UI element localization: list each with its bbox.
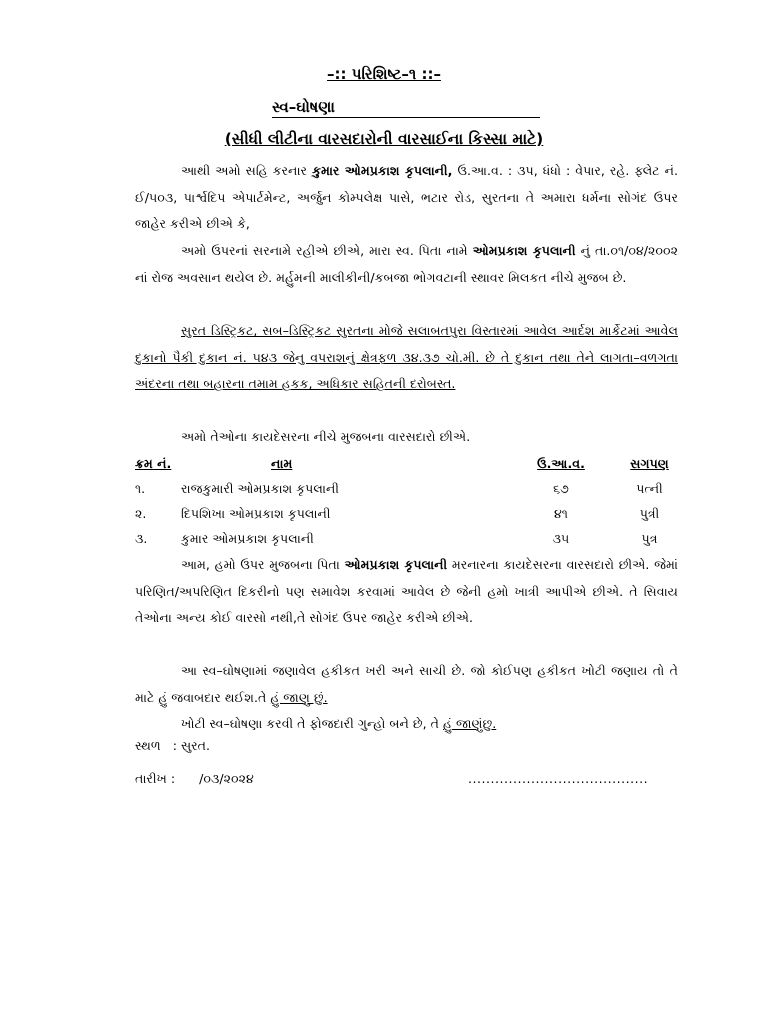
row-name: રાજકુમારી ઓમપ્રકાશ કૃપલાની [181,480,339,496]
warning-paragraph [135,711,678,738]
row-age: ૪૧ [554,505,568,521]
para1-text-1: આથી અમો સહિ કરનાર [181,163,313,178]
property-paragraph: સુરત ડિસ્ટ્રિકટ, સબ–ડિસ્ટ્રિકટ સુરતના મોજે સલાબતપુરા વિસ્તારમાં આવેલ આર્દશ માર્કેટમાં આવેલ દુકાનો પૈકી દુકાન નં. ૫૪૩ જેનુ વપરાશનું ક્ષેત્રફળ ૩૪.૩૭ ચો.મી. છે તે દુકાન તથા તેને લાગતા–વળગતા અંદરના તથા બહારના તમામ હકક, અધિકાર સહિતની દરોબસ્ત. [135,323,678,391]
document-heading: (સીધી લીટીના વારસદારોની વારસાઈના કિસ્સા માટે) [224,130,544,148]
header-relation: સગપણ [630,455,669,471]
para7-underlined: હું જાણુંછુ. [443,716,497,731]
row-name: કુમાર ઓમપ્રકાશ કૃપલાની [181,530,314,546]
para1-text-2: ઉ.આ.વ. : ૩પ, ધંધો : વેપાર, રહે. ફ્લેટ નં. ઈ/૫૦૩, પાર્શ્વદિપ એપાર્ટમેન્ટ, અર્જુન કોમ્પલેક્ષ પાસે, ભટાર રોડ, સુરતના તે અમારા ધર્મના સોગંદ ઉપર જાહેર કરીએ છીએ કે, [135,163,678,231]
row-name: દિપશિખા ઓમપ્રકાશ કૃપલાની [181,505,331,521]
table-row [135,526,678,551]
header-age: ઉ.આ.વ. [537,455,585,471]
declaration-paragraph [135,158,678,238]
table-header-row [135,451,678,476]
para2-text-2: નું તા.૦૧/૦૪/૨૦૦૨ નાં રોજ અવસાન થયેલ છે. મર્હુમની માલીકીની/કબજા ભોગવટાની સ્થાવર મિલકત નીચે મુજબ છે. [135,243,678,285]
date-line: તારીખ : /૦૩/૨૦૨૪ [135,771,254,786]
table-row [135,501,678,526]
row-serial: ૧. [135,480,146,496]
row-age: ૩૫ [552,530,570,546]
place-line: સ્થળ : સુરત. [135,738,211,753]
document-subtitle: સ્વ–ઘોષણા [272,98,335,116]
signature-line: ........................................ [468,771,649,786]
declarant-name: કુમાર ઓમપ્રકાશ કૃપલાની, [312,163,453,178]
para7-text-1: ખોટી સ્વ–ઘોષણા કરવી તે ફોજદારી ગુન્હો બને છે, તે [181,716,443,731]
para6-text-1: આ સ્વ–ઘોષણામાં જણાવેલ હકીકત ખરી અને સાચી છે. જો કોઈપણ હકીકત ખોટી જણાય તો તે માટે [135,663,678,705]
row-relation: પત્ની [636,480,663,496]
row-relation: પુત્રી [639,505,660,521]
row-age: ૬૭ [553,480,569,496]
para2-text-1: અમો ઉપરનાં સરનામે રહીએ છીએ, મારા સ્વ. પિતા નામે [181,243,473,258]
death-paragraph [135,238,678,291]
heirs-intro: અમો તેઓના કાયદેસરના નીચે મુજબના વારસદારો છીએ. [181,429,471,444]
para6-underlined-1: હું [158,689,168,705]
table-row [135,476,678,501]
deceased-name: ઓમપ્રકાશ કૃપલાની [472,243,576,258]
header-name: નામ [271,455,293,471]
subtitle-underline [272,117,540,118]
heirs-declaration-paragraph [135,552,678,632]
truth-paragraph [135,658,678,711]
row-serial: ૨. [135,505,147,521]
row-serial: ૩. [135,530,148,546]
para6-underlined-2: હું જાણુ છું. [270,689,328,705]
document-title: –:: પરિશિષ્ટ–૧ ::– [327,65,441,83]
para6-text-2: જવાબદાર થઈશ.તે [167,689,271,705]
father-name: ઓમપ્રકાશ કૃપલાની [344,557,448,572]
para5-text-1: આમ, હમો ઉપર મુજબના પિતા [181,557,345,572]
row-relation: પુત્ર [641,530,658,546]
para5-text-2: મરનારના કાયદેસરના વારસદારો છીએ. જેમાં પરિણિત/અપરિણિત દિકરીનો પણ સમાવેશ કરવામાં આવેલ છે જેની હમો ખાત્રી આપીએ છીએ. તે સિવાય તેઓના અન્ય કોઈ વારસો નથી,તે સોગંદ ઉપર જાહેર કરીએ છીએ. [135,557,679,625]
heirs-table [135,451,678,551]
header-serial: ક્રમ નં. [135,455,172,471]
